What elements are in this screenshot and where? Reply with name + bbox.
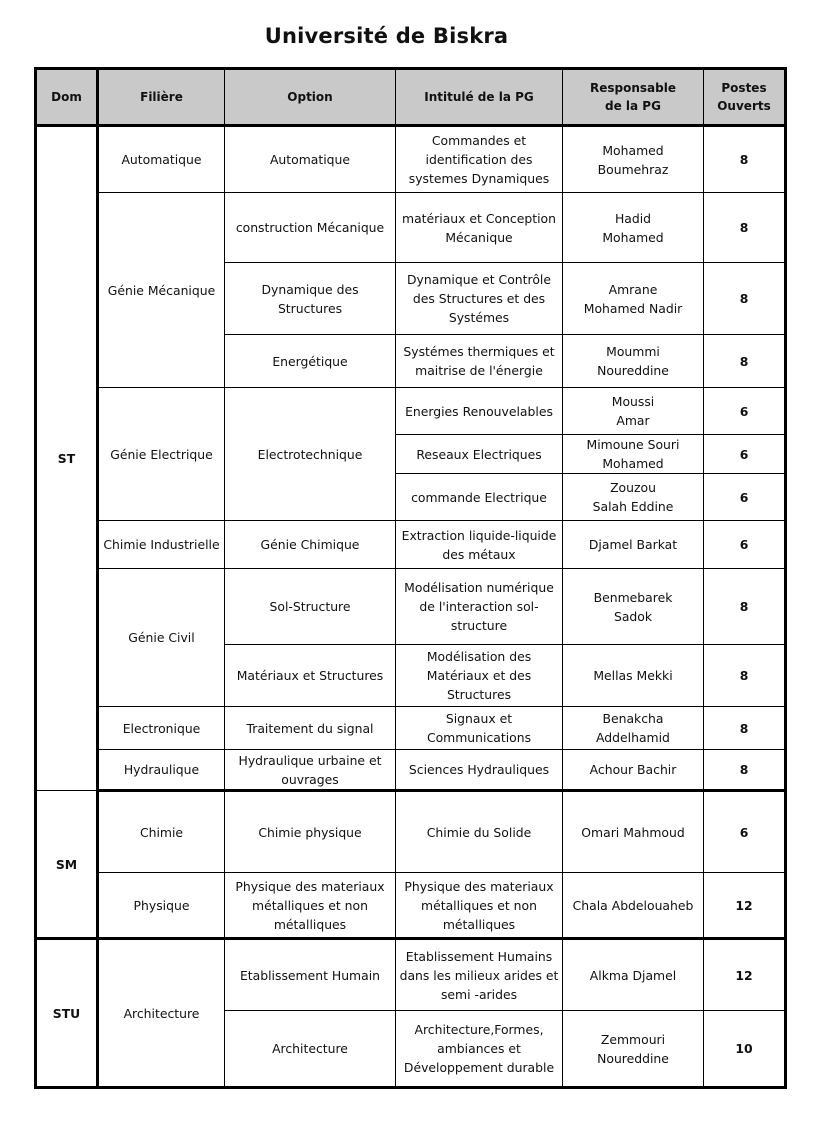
- option-dynamique-structures: Dynamique des Structures: [225, 263, 396, 335]
- option-sol-structure: Sol-Structure: [225, 569, 396, 645]
- dom-sm: SM: [36, 791, 98, 939]
- dom-st: ST: [36, 126, 98, 791]
- table-row: [36, 388, 786, 435]
- table-row: [36, 873, 786, 939]
- responsable-line: Moussi: [611, 394, 655, 409]
- option-genie-chimique: Génie Chimique: [225, 521, 396, 569]
- responsable-line: Amar: [616, 413, 650, 428]
- responsable-cell: [563, 707, 704, 750]
- table-row: [36, 791, 786, 873]
- intitule-cell: Etablissement Humains dans les milieux arides et semi -arides: [396, 939, 563, 1011]
- postes-cell: 6: [704, 474, 786, 521]
- option-chimie-physique: Chimie physique: [225, 791, 396, 873]
- option-energetique: Energétique: [225, 335, 396, 388]
- intitule-cell: Physique des materiaux métalliques et non métalliques: [396, 873, 563, 939]
- postes-cell: 8: [704, 263, 786, 335]
- table-row: [36, 193, 786, 263]
- responsable-line: Addelhamid: [596, 730, 670, 745]
- table-row: [36, 126, 786, 193]
- option-materiaux-structures: Matériaux et Structures: [225, 645, 396, 707]
- option-hydraulique-urbaine: Hydraulique urbaine et ouvrages: [225, 750, 396, 791]
- responsable-line: Hadid: [614, 210, 652, 226]
- intitule-cell: commande Electrique: [396, 474, 563, 521]
- filiere-automatique: Automatique: [98, 126, 225, 193]
- filiere-architecture: Architecture: [98, 939, 225, 1088]
- responsable-line: Zemmouri: [600, 1031, 666, 1047]
- intitule-cell: Commandes et identification des systemes Dynamiques: [396, 126, 563, 193]
- responsable-line: Amrane: [608, 281, 658, 297]
- intitule-cell: matériaux et Conception Mécanique: [396, 193, 563, 263]
- responsable-cell: [563, 126, 704, 193]
- filiere-chimie: Chimie: [98, 791, 225, 873]
- intitule-cell: Dynamique et Contrôle des Structures et des Systémes: [396, 263, 563, 335]
- table-row: [36, 707, 786, 750]
- responsable-line: Mohamed: [602, 456, 664, 471]
- intitule-cell: Reseaux Electriques: [396, 435, 563, 474]
- header-postes-line1: Postes: [721, 81, 767, 95]
- postes-cell: 6: [704, 435, 786, 474]
- intitule-cell: Signaux et Communications: [396, 707, 563, 750]
- responsable-line: Noureddine: [597, 1050, 669, 1066]
- responsable-line: Moummi: [606, 344, 660, 359]
- responsable-line: Mimoune Souri: [586, 437, 680, 452]
- option-electrotechnique: Electrotechnique: [225, 388, 396, 521]
- option-physique-materiaux: Physique des materiaux métalliques et non métalliques: [225, 873, 396, 939]
- table-row: [36, 569, 786, 645]
- responsable-line: Boumehraz: [597, 161, 669, 177]
- filiere-chimie-industrielle: Chimie Industrielle: [98, 521, 225, 569]
- postes-cell: 8: [704, 335, 786, 388]
- responsable-cell: [563, 263, 704, 335]
- postes-cell: 8: [704, 707, 786, 750]
- filiere-physique: Physique: [98, 873, 225, 939]
- responsable-cell: Achour Bachir: [563, 750, 704, 791]
- responsable-line: Benmebarek: [593, 589, 673, 605]
- responsable-cell: Djamel Barkat: [563, 521, 704, 569]
- postes-cell: 8: [704, 126, 786, 193]
- intitule-cell: Chimie du Solide: [396, 791, 563, 873]
- postes-cell: 6: [704, 791, 786, 873]
- table-row: [36, 521, 786, 569]
- option-traitement-signal: Traitement du signal: [225, 707, 396, 750]
- header-responsable-line2: de la PG: [605, 99, 661, 113]
- intitule-cell: Modélisation numérique de l'interaction sol-structure: [396, 569, 563, 645]
- header-postes: [704, 69, 786, 126]
- pg-table: [34, 67, 787, 1089]
- responsable-cell: [563, 474, 704, 521]
- option-construction-mecanique: construction Mécanique: [225, 193, 396, 263]
- table-row: [36, 939, 786, 1011]
- postes-cell: 12: [704, 939, 786, 1011]
- intitule-cell: Modélisation des Matériaux et des Structures: [396, 645, 563, 707]
- intitule-cell: Architecture,Formes, ambiances et Développement durable: [396, 1011, 563, 1088]
- responsable-line: Salah Eddine: [592, 499, 674, 514]
- header-intitule: Intitulé de la PG: [396, 69, 563, 126]
- table-header-row: [36, 69, 786, 126]
- header-filiere: Filière: [98, 69, 225, 126]
- responsable-line: Noureddine: [597, 363, 669, 378]
- intitule-cell: Systémes thermiques et maitrise de l'énergie: [396, 335, 563, 388]
- postes-cell: 8: [704, 750, 786, 791]
- header-responsable: [563, 69, 704, 126]
- responsable-cell: [563, 335, 704, 388]
- postes-cell: 8: [704, 645, 786, 707]
- responsable-line: Sadok: [613, 608, 653, 624]
- postes-cell: 6: [704, 388, 786, 435]
- responsable-line: Mohamed: [602, 142, 664, 158]
- postes-cell: 6: [704, 521, 786, 569]
- intitule-cell: Energies Renouvelables: [396, 388, 563, 435]
- responsable-cell: [563, 388, 704, 435]
- postes-cell: 10: [704, 1011, 786, 1088]
- dom-stu: STU: [36, 939, 98, 1088]
- postes-cell: 8: [704, 193, 786, 263]
- responsable-cell: [563, 435, 704, 474]
- option-automatique: Automatique: [225, 126, 396, 193]
- filiere-genie-civil: Génie Civil: [98, 569, 225, 707]
- responsable-cell: [563, 1011, 704, 1088]
- responsable-cell: Chala Abdelouaheb: [563, 873, 704, 939]
- header-postes-line2: Ouverts: [717, 99, 771, 113]
- option-etablissement-humain: Etablissement Humain: [225, 939, 396, 1011]
- filiere-genie-electrique: Génie Electrique: [98, 388, 225, 521]
- header-option: Option: [225, 69, 396, 126]
- responsable-line: Mohamed: [602, 229, 664, 245]
- filiere-hydraulique: Hydraulique: [98, 750, 225, 791]
- postes-cell: 12: [704, 873, 786, 939]
- header-responsable-line1: Responsable: [590, 81, 676, 95]
- postes-cell: 8: [704, 569, 786, 645]
- responsable-line: Benakcha: [602, 711, 664, 726]
- intitule-cell: Sciences Hydrauliques: [396, 750, 563, 791]
- option-architecture: Architecture: [225, 1011, 396, 1088]
- responsable-cell: [563, 569, 704, 645]
- page-title: Université de Biskra: [264, 24, 509, 48]
- responsable-cell: Mellas Mekki: [563, 645, 704, 707]
- filiere-electronique: Electronique: [98, 707, 225, 750]
- filiere-genie-mecanique: Génie Mécanique: [98, 193, 225, 388]
- responsable-cell: [563, 193, 704, 263]
- table-row: [36, 750, 786, 791]
- header-dom: Dom: [36, 69, 98, 126]
- intitule-cell: Extraction liquide-liquide des métaux: [396, 521, 563, 569]
- responsable-cell: Omari Mahmoud: [563, 791, 704, 873]
- responsable-cell: Alkma Djamel: [563, 939, 704, 1011]
- responsable-line: Mohamed Nadir: [583, 300, 683, 316]
- responsable-line: Zouzou: [610, 480, 656, 495]
